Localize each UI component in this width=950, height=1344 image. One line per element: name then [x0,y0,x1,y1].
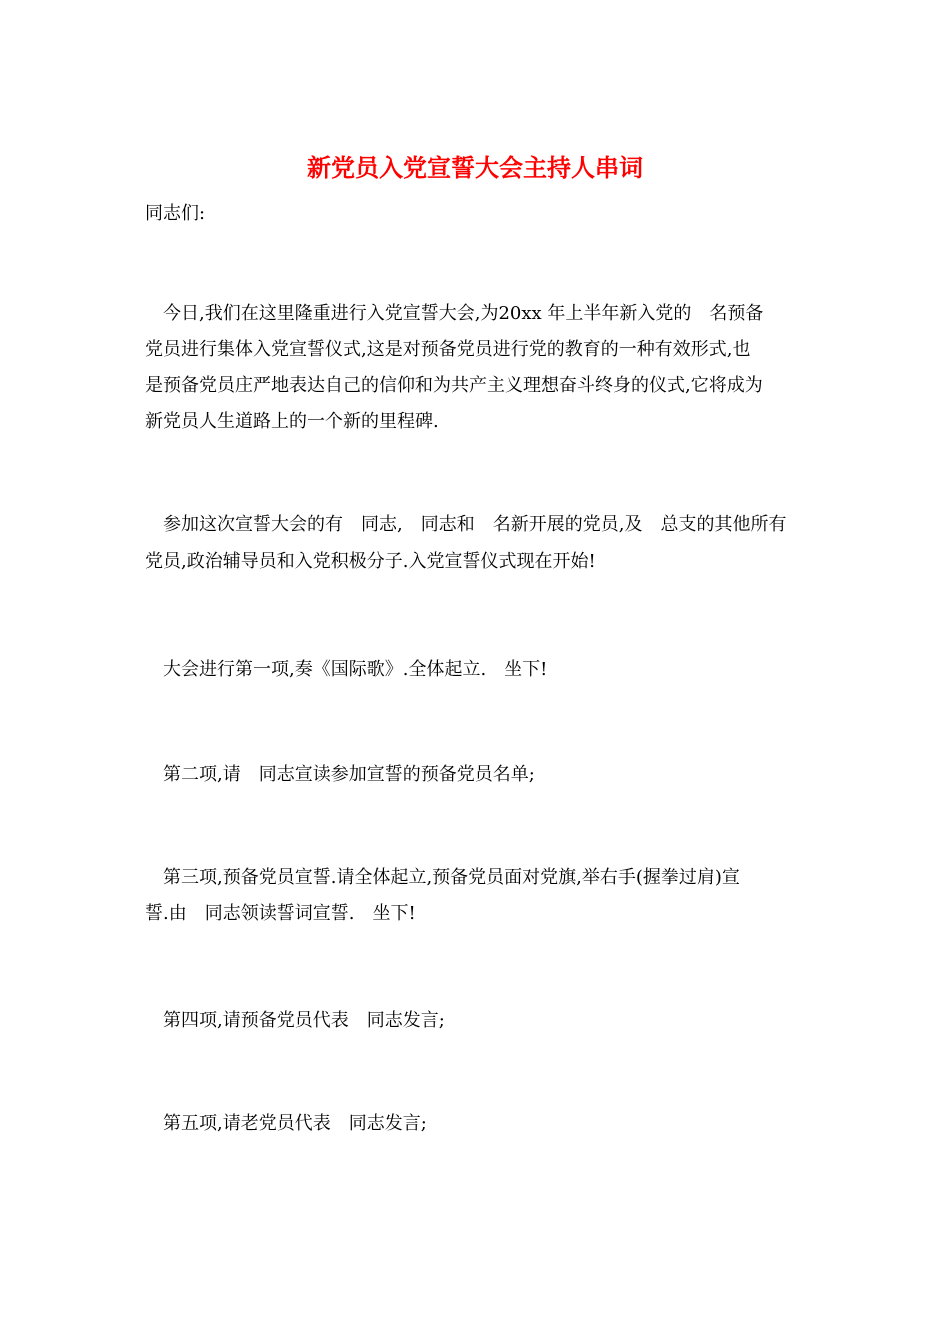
item-3-line-1: 第三项,预备党员宣誓.请全体起立,预备党员面对党旗,举右手(握拳过肩)宣 [145,867,740,888]
salutation: 同志们: [145,203,206,224]
document-title: 新党员入党宣誓大会主持人串词 [307,153,643,182]
paragraph-1-line-1: 今日,我们在这里隆重进行入党宣誓大会,为20xx 年上半年新入党的 名预备 [145,303,764,324]
item-1: 大会进行第一项,奏《国际歌》.全体起立. 坐下! [145,659,548,680]
item-3-line-2: 誓.由 同志领读誓词宣誓. 坐下! [145,903,416,924]
paragraph-2-line-2: 党员,政治辅导员和入党积极分子.入党宣誓仪式现在开始! [145,551,596,572]
paragraph-1-line-2: 党员进行集体入党宣誓仪式,这是对预备党员进行党的教育的一种有效形式,也 [145,339,751,360]
paragraph-1-line-4: 新党员人生道路上的一个新的里程碑. [145,411,439,432]
paragraph-1-line-3: 是预备党员庄严地表达自己的信仰和为共产主义理想奋斗终身的仪式,它将成为 [145,375,763,396]
item-2: 第二项,请 同志宣读参加宣誓的预备党员名单; [145,764,535,785]
item-4: 第四项,请预备党员代表 同志发言; [145,1010,445,1031]
paragraph-2-line-1: 参加这次宣誓大会的有 同志, 同志和 名新开展的党员,及 总支的其他所有 [145,514,787,535]
item-5: 第五项,请老党员代表 同志发言; [145,1113,427,1134]
